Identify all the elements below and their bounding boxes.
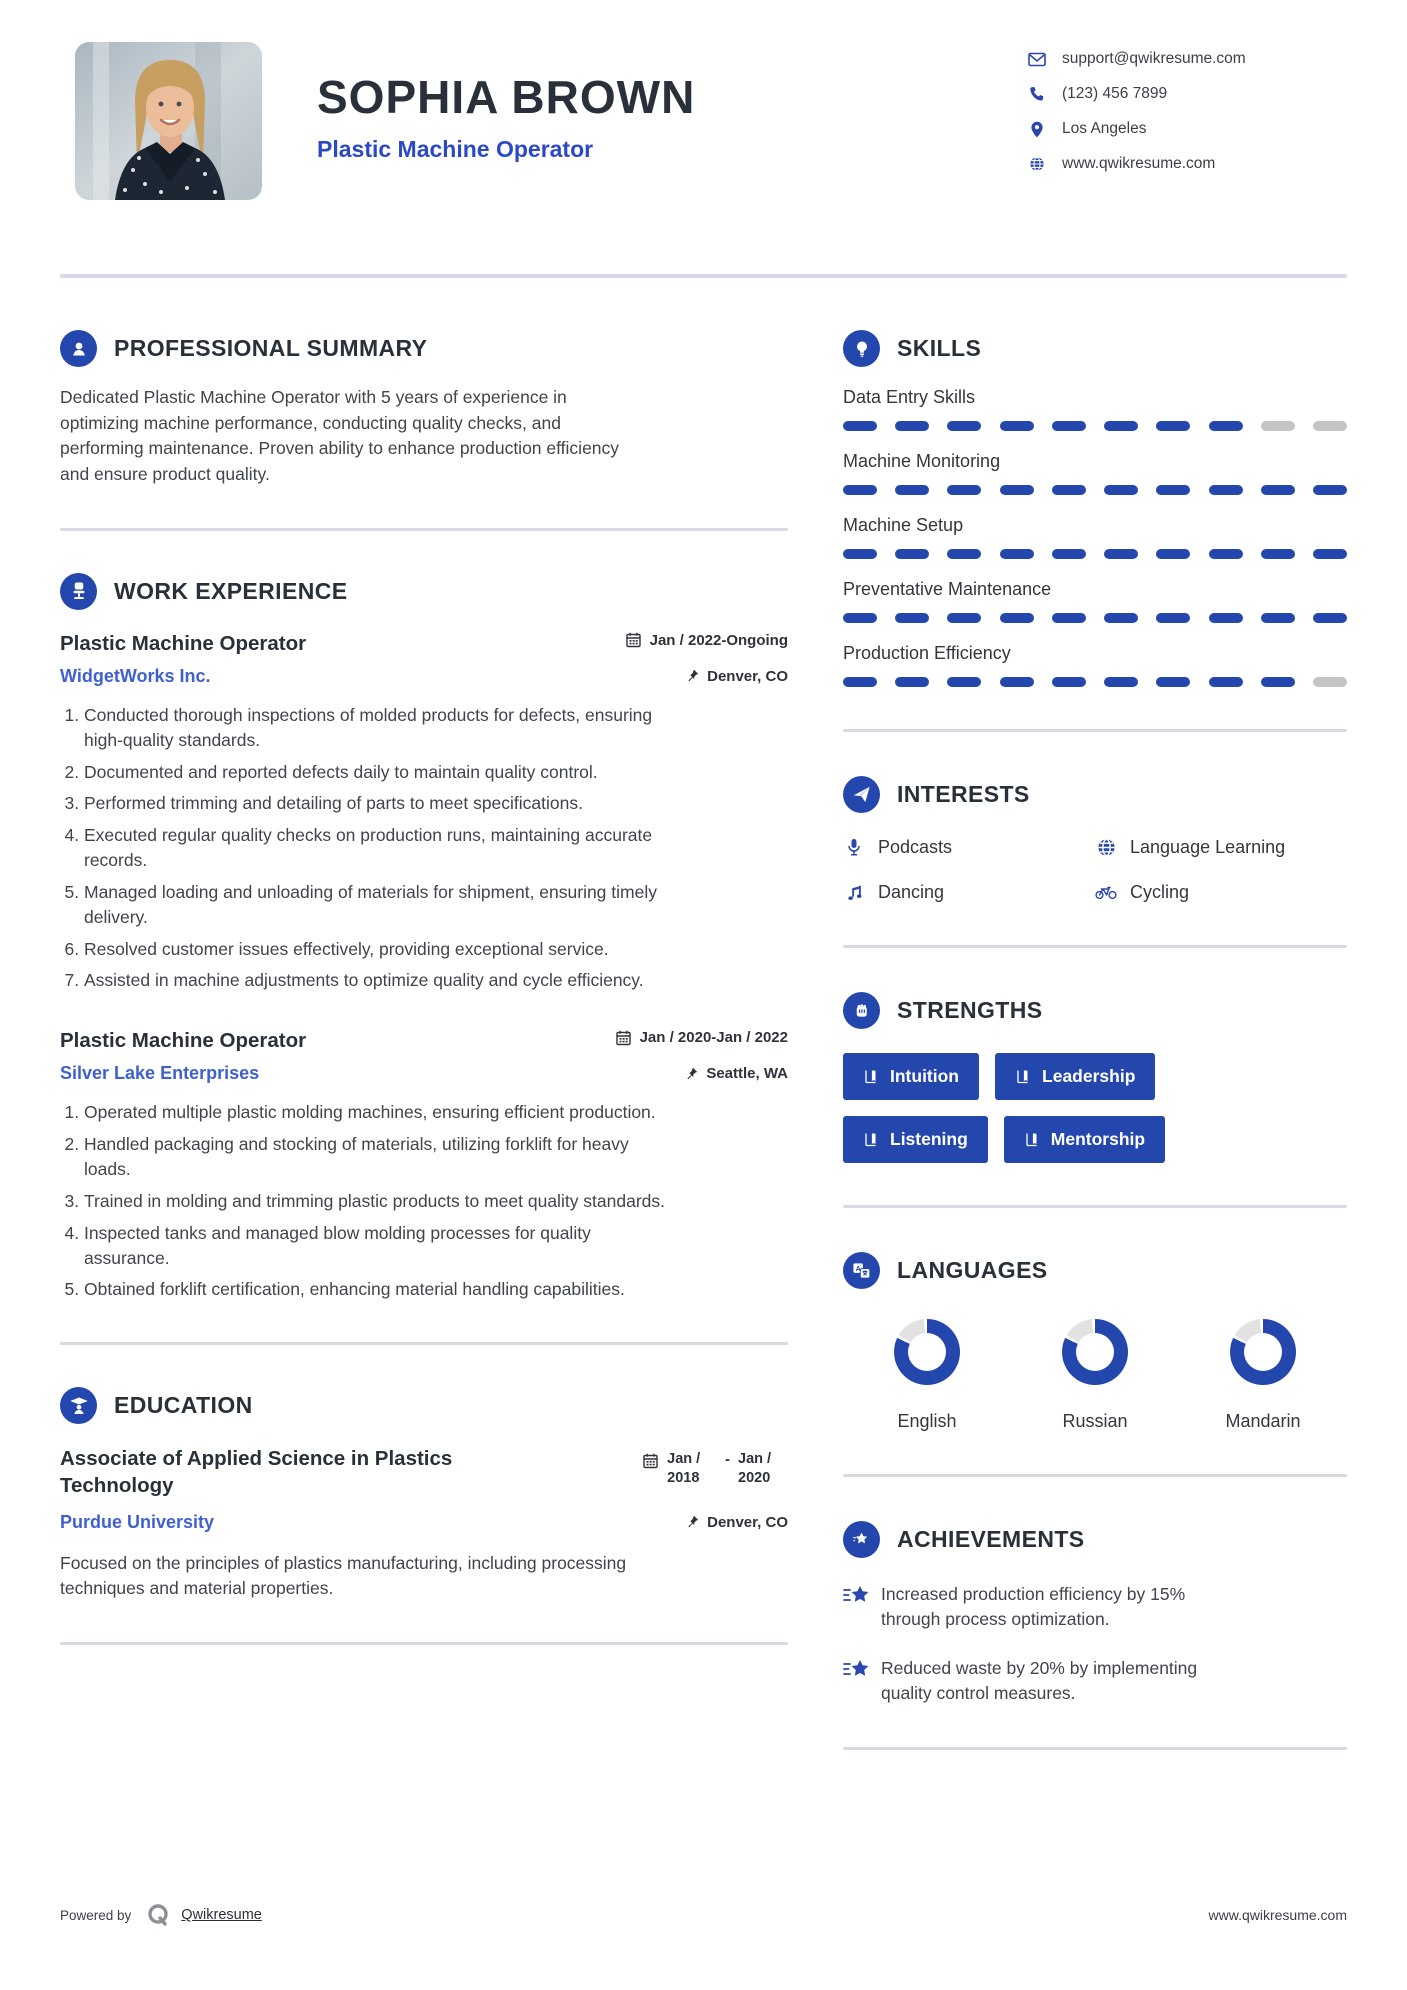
experience-heading: WORK EXPERIENCE (114, 577, 348, 604)
email-icon (1027, 51, 1046, 68)
star-badge-icon (843, 1521, 880, 1558)
school-link[interactable]: Purdue University (60, 1511, 215, 1532)
skill-dash (895, 485, 929, 495)
profile-photo (75, 42, 262, 200)
job-bullet: 4. Inspected tanks and managed blow molding processes for quality assurance. (84, 1221, 672, 1271)
music-note-icon (843, 884, 865, 902)
summary-section-header (60, 330, 788, 367)
skill-dash (1209, 613, 1243, 623)
skill-row (843, 643, 1347, 687)
book-icon (863, 1069, 878, 1084)
skill-dash (843, 613, 877, 623)
language-donut-chart (1230, 1319, 1296, 1385)
section-divider (60, 528, 788, 531)
fist-icon (843, 992, 880, 1029)
strength-chip (843, 1116, 988, 1163)
interest-label: Dancing (878, 882, 945, 902)
translate-icon (843, 1252, 880, 1289)
skill-dash (1313, 677, 1347, 687)
location-icon (1027, 121, 1046, 138)
degree-title: Associate of Applied Science in Plastics Technology (60, 1447, 453, 1497)
skills-section-header (843, 330, 1347, 367)
job-bullets (60, 1100, 672, 1302)
person-name: SOPHIA BROWN (317, 71, 696, 123)
language-item (843, 1319, 1011, 1432)
graduate-icon (60, 1387, 97, 1424)
education-date-end: Jan / 2020 (738, 1451, 772, 1487)
shooting-star-icon (843, 1656, 873, 1706)
left-column (60, 330, 788, 1794)
skill-dash (947, 613, 981, 623)
skill-dash (1052, 549, 1086, 559)
section-divider (843, 945, 1347, 948)
bicycle-icon (1095, 885, 1117, 900)
skill-dash (1052, 485, 1086, 495)
qwikresume-logo-icon (145, 1902, 171, 1928)
skill-dash (1261, 421, 1295, 431)
calendar-icon (626, 632, 641, 648)
language-item (1179, 1319, 1347, 1432)
skill-dash (843, 485, 877, 495)
skill-dash (1052, 613, 1086, 623)
interest-item (843, 882, 1095, 903)
education-section-header (60, 1387, 788, 1424)
job-location-text: Denver, CO (707, 667, 788, 685)
language-name: Mandarin (1225, 1411, 1301, 1431)
skill-dash (1000, 421, 1034, 431)
skill-dash (1052, 677, 1086, 687)
job-location-text: Seattle, WA (706, 1065, 788, 1083)
skill-dash (1000, 677, 1034, 687)
education-location-text: Denver, CO (707, 1513, 788, 1531)
skill-dash (1313, 613, 1347, 623)
skill-dash (1261, 549, 1295, 559)
footer-website-link[interactable]: www.qwikresume.com (1208, 1907, 1347, 1923)
languages-section-header (843, 1252, 1347, 1289)
job-bullet: 6. Resolved customer issues effectively, providing exceptional service. (84, 937, 672, 962)
skill-dash (1052, 421, 1086, 431)
skill-level-meter (843, 485, 1347, 495)
education-description: Focused on the principles of plastics manufacturing, including processing techniques and material properties. (60, 1552, 627, 1599)
achievement-item (843, 1656, 1347, 1706)
strength-chip (843, 1053, 979, 1100)
job-title: Plastic Machine Operator (60, 631, 307, 655)
contact-city: Los Angeles (1062, 120, 1147, 137)
job-bullet: 5. Managed loading and unloading of materials for shipment, ensuring timely delivery. (84, 880, 672, 930)
skill-dash (843, 549, 877, 559)
right-column (843, 330, 1347, 1794)
company-link[interactable]: WidgetWorks Inc. (60, 665, 211, 686)
languages-grid (843, 1319, 1347, 1432)
interest-label: Podcasts (878, 837, 953, 857)
skill-level-meter (843, 613, 1347, 623)
pushpin-icon (685, 1067, 698, 1081)
contact-phone-row (1027, 85, 1347, 103)
strengths-heading: STRENGTHS (897, 997, 1043, 1023)
achievements-heading: ACHIEVEMENTS (897, 1526, 1085, 1552)
skill-dash (1156, 549, 1190, 559)
skill-row (843, 387, 1347, 431)
contact-block (1027, 42, 1347, 190)
skill-dash (947, 485, 981, 495)
strength-label: Leadership (1042, 1066, 1136, 1086)
book-icon (1024, 1132, 1039, 1147)
skill-dash (947, 549, 981, 559)
contact-phone[interactable]: (123) 456 7899 (1062, 85, 1168, 102)
skill-dash (1313, 421, 1347, 431)
skill-dash (895, 549, 929, 559)
job-entry (60, 632, 788, 993)
contact-location-row (1027, 120, 1347, 138)
education-entry-line2 (60, 1512, 788, 1533)
skill-dash (1104, 549, 1138, 559)
language-donut-chart (1062, 1319, 1128, 1385)
book-icon (863, 1132, 878, 1147)
company-link[interactable]: Silver Lake Enterprises (60, 1063, 260, 1084)
skill-dash (1000, 549, 1034, 559)
interest-item (843, 837, 1095, 858)
content-columns (0, 278, 1407, 1794)
skill-dash (1156, 421, 1190, 431)
contact-email-row (1027, 50, 1347, 68)
interest-label: Language Learning (1130, 837, 1286, 857)
interests-grid (843, 837, 1347, 903)
job-bullet: 5. Obtained forklift certification, enhancing material handling capabilities. (84, 1277, 672, 1302)
job-bullet: 1. Conducted thorough inspections of molded products for defects, ensuring high-quality standards. (84, 703, 672, 753)
section-divider (843, 1747, 1347, 1750)
achievement-text: Reduced waste by 20% by implementing quality control measures. (881, 1657, 1198, 1703)
calendar-icon (616, 1030, 631, 1046)
profile-photo-illustration (75, 42, 262, 200)
contact-website-row (1027, 155, 1347, 173)
strength-chip (995, 1053, 1155, 1100)
skill-dash (1313, 549, 1347, 559)
globe-icon (1027, 156, 1046, 173)
languages-heading: LANGUAGES (897, 1257, 1048, 1283)
lightbulb-icon (843, 330, 880, 367)
interest-label: Cycling (1130, 882, 1190, 902)
skill-dash (843, 677, 877, 687)
job-bullet: 1. Operated multiple plastic molding machines, ensuring efficient production. (84, 1100, 672, 1125)
language-name: Russian (1062, 1411, 1128, 1431)
skill-name: Machine Setup (843, 515, 964, 535)
job-bullet: 7. Assisted in machine adjustments to optimize quality and cycle efficiency. (84, 968, 672, 993)
skill-dash (1209, 549, 1243, 559)
office-chair-icon (60, 573, 97, 610)
phone-icon (1027, 86, 1046, 103)
strength-label: Listening (890, 1129, 968, 1149)
skill-name: Data Entry Skills (843, 387, 976, 407)
skill-level-meter (843, 677, 1347, 687)
section-divider (60, 1642, 788, 1645)
summary-heading: PROFESSIONAL SUMMARY (114, 335, 428, 361)
job-bullets (60, 703, 672, 993)
job-bullet: 3. Trained in molding and trimming plastic products to meet quality standards. (84, 1189, 672, 1214)
education-date-separator: - (725, 1452, 730, 1469)
education-dates (643, 1446, 788, 1488)
qwikresume-link[interactable]: Qwikresume (181, 1907, 262, 1923)
job-entry (60, 1029, 788, 1302)
achievements-section-header (843, 1521, 1347, 1558)
skills-heading: SKILLS (897, 335, 982, 361)
education-date-start: Jan / 2018 (667, 1451, 701, 1487)
skill-dash (1313, 485, 1347, 495)
language-donut-chart (894, 1319, 960, 1385)
skill-dash (947, 677, 981, 687)
shooting-star-icon (843, 1582, 873, 1632)
skill-dash (1209, 485, 1243, 495)
achievement-item (843, 1582, 1347, 1632)
job-location (685, 1065, 788, 1082)
strength-label: Intuition (890, 1066, 960, 1086)
contact-website[interactable]: www.qwikresume.com (1062, 155, 1216, 172)
skill-dash (1261, 613, 1295, 623)
interest-item (1095, 882, 1347, 903)
job-bullet: 2. Handled packaging and stocking of materials, utilizing forklift for heavy loads. (84, 1132, 672, 1182)
footer (60, 1902, 1347, 1928)
strengths-section-header (843, 992, 1347, 1029)
experience-section-header (60, 573, 788, 610)
skill-dash (947, 421, 981, 431)
skill-level-meter (843, 549, 1347, 559)
skill-dash (895, 677, 929, 687)
skill-dash (1104, 421, 1138, 431)
person-icon (60, 330, 97, 367)
header (0, 0, 1407, 200)
education-entry-line1 (60, 1446, 788, 1499)
language-name: English (897, 1411, 957, 1431)
skill-dash (1156, 485, 1190, 495)
section-divider (60, 1342, 788, 1345)
paper-plane-icon (843, 776, 880, 813)
skill-name: Preventative Maintenance (843, 579, 1052, 599)
skill-dash (1000, 485, 1034, 495)
book-icon (1015, 1069, 1030, 1084)
summary-text: Dedicated Plastic Machine Operator with 5 years of experience in optimizing machine performance, conducting quality checks, and performing maintenance. Proven ability to enhance production efficiency and ensure product quality. (60, 387, 620, 485)
skill-dash (1156, 613, 1190, 623)
skill-dash (843, 421, 877, 431)
skill-row (843, 451, 1347, 495)
powered-by-label: Powered by (60, 1907, 132, 1923)
strength-label: Mentorship (1050, 1129, 1146, 1149)
education-heading: EDUCATION (114, 1392, 253, 1419)
section-divider (843, 729, 1347, 732)
skill-dash (1156, 677, 1190, 687)
education-location (686, 1514, 788, 1531)
strength-chip (1004, 1116, 1165, 1163)
skill-dash (1000, 613, 1034, 623)
language-item (1011, 1319, 1179, 1432)
job-bullet: 4. Executed regular quality checks on production runs, maintaining accurate records. (84, 823, 672, 873)
job-dates-text: Jan / 2022-Ongoing (649, 631, 788, 649)
strength-chips (843, 1053, 1273, 1163)
skill-row (843, 515, 1347, 559)
job-bullet: 2. Documented and reported defects daily to maintain quality control. (84, 760, 672, 785)
skill-dash (895, 613, 929, 623)
skill-dash (1104, 613, 1138, 623)
skill-name: Machine Monitoring (843, 451, 1001, 471)
name-block (317, 42, 695, 163)
job-bullet: 3. Performed trimming and detailing of parts to meet specifications. (84, 791, 672, 816)
skill-level-meter (843, 421, 1347, 431)
microphone-icon (843, 838, 865, 857)
skill-name: Production Efficiency (843, 643, 1011, 663)
skill-dash (1209, 677, 1243, 687)
interest-item (1095, 837, 1347, 858)
pushpin-icon (686, 1515, 699, 1529)
calendar-icon (643, 1453, 658, 1473)
job-location (686, 668, 788, 685)
interests-heading: INTERESTS (897, 781, 1030, 807)
job-dates (626, 632, 788, 649)
skill-dash (1104, 677, 1138, 687)
skill-dash (895, 421, 929, 431)
skill-row (843, 579, 1347, 623)
interests-section-header (843, 776, 1347, 813)
contact-email[interactable]: support@qwikresume.com (1062, 50, 1246, 67)
pushpin-icon (686, 669, 699, 683)
person-job-title: Plastic Machine Operator (317, 136, 594, 162)
job-title: Plastic Machine Operator (60, 1029, 307, 1053)
svg-text:A: A (855, 1264, 861, 1273)
job-dates (616, 1029, 788, 1046)
section-divider (843, 1474, 1347, 1477)
skill-dash (1261, 485, 1295, 495)
job-dates-text: Jan / 2020-Jan / 2022 (639, 1029, 788, 1047)
section-divider (843, 1205, 1347, 1208)
skill-dash (1209, 421, 1243, 431)
globe-icon (1095, 838, 1117, 857)
skill-dash (1261, 677, 1295, 687)
skill-dash (1104, 485, 1138, 495)
achievement-text: Increased production efficiency by 15% through process optimization. (881, 1584, 1186, 1629)
